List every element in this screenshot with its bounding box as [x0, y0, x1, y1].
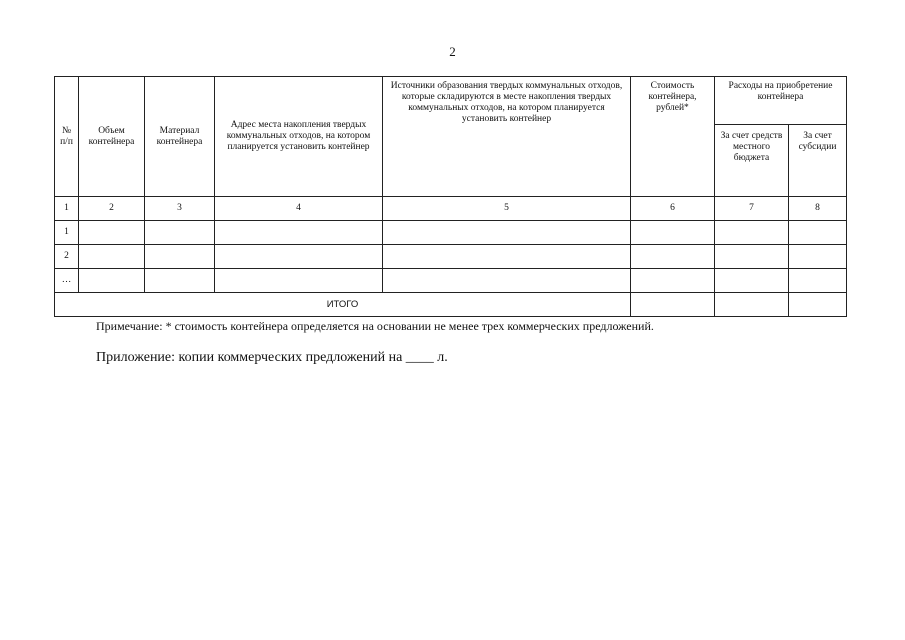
table-cell [145, 245, 215, 269]
column-number: 6 [631, 197, 715, 221]
column-number: 2 [79, 197, 145, 221]
footnote: Примечание: * стоимость контейнера определяется на основании не менее трех коммерческих предложений. [96, 319, 654, 333]
table-row [55, 269, 847, 293]
table-cell [789, 245, 847, 269]
total-cost-cell [631, 293, 715, 317]
table-cell [79, 221, 145, 245]
header-address: Адрес места накопления твердых коммунальных отходов, на котором планируется установить контейнер [215, 77, 383, 197]
appendix-line: Приложение: копии коммерческих предложений на ____ л. [96, 350, 448, 365]
header-expenses-group: Расходы на приобретение контейнера [715, 77, 847, 125]
header-sources: Источники образования твердых коммунальных отходов, которые складируются в месте накопления твердых коммунальных отходов, на котором планируется установить контейнер [383, 77, 631, 197]
total-subsidy-cell [789, 293, 847, 317]
column-number: 8 [789, 197, 847, 221]
header-local-budget: За счет средств местного бюджета [715, 125, 789, 197]
table-row [55, 221, 847, 245]
column-number: 7 [715, 197, 789, 221]
table-cell [715, 269, 789, 293]
column-number: 5 [383, 197, 631, 221]
row-index: … [55, 269, 79, 293]
table-cell [789, 221, 847, 245]
header-subsidy: За счет субсидии [789, 125, 847, 197]
table-row [55, 245, 847, 269]
column-number: 3 [145, 197, 215, 221]
table-cell [215, 221, 383, 245]
table-cell [383, 269, 631, 293]
page-number: 2 [449, 44, 456, 59]
table-cell [789, 269, 847, 293]
row-index: 2 [55, 245, 79, 269]
column-number: 1 [55, 197, 79, 221]
column-number: 4 [215, 197, 383, 221]
column-numbers-row [55, 197, 847, 221]
total-row [55, 293, 847, 317]
table-cell [215, 245, 383, 269]
table-cell [715, 245, 789, 269]
table-cell [383, 221, 631, 245]
header-volume: Объем контейнера [79, 77, 145, 197]
container-purchase-table [54, 76, 847, 317]
table-cell [631, 269, 715, 293]
header-cost: Стоимость контейнера, рублей* [631, 77, 715, 197]
table-cell [631, 245, 715, 269]
header-row-1 [55, 77, 847, 125]
table-cell [79, 245, 145, 269]
table-cell [715, 221, 789, 245]
table-cell [79, 269, 145, 293]
table-cell [631, 221, 715, 245]
table-cell [145, 269, 215, 293]
table-cell [383, 245, 631, 269]
table-cell [215, 269, 383, 293]
total-local-budget-cell [715, 293, 789, 317]
header-material: Материал контейнера [145, 77, 215, 197]
total-label: ИТОГО [55, 293, 631, 317]
header-number: № п/п [55, 77, 79, 197]
table-cell [145, 221, 215, 245]
row-index: 1 [55, 221, 79, 245]
